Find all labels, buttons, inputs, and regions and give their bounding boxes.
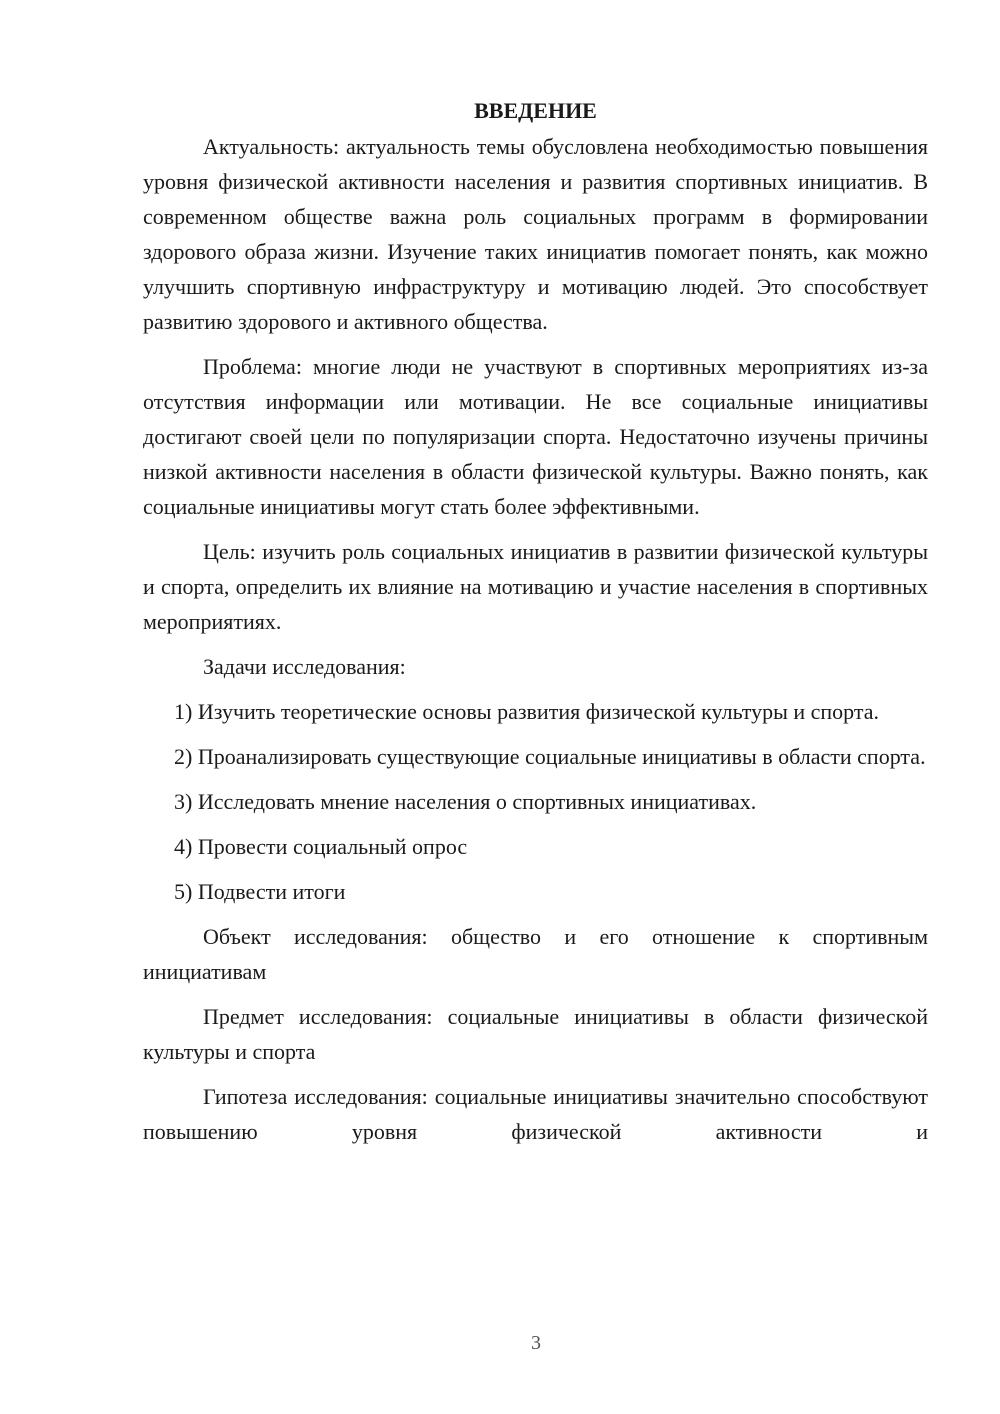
goal-paragraph: Цель: изучить роль социальных инициатив в развитии физической культуры и спорта, определить их влияние на мотивацию и участие населения в спортивных мероприятиях.: [143, 539, 928, 634]
task-item: 1) Изучить теоретические основы развития физической культуры и спорта.: [174, 699, 880, 724]
page-number: 3: [531, 1332, 541, 1354]
task-item: 2) Проанализировать существующие социальные инициативы в области спорта.: [174, 744, 926, 769]
task-item: 3) Исследовать мнение населения о спортивных инициативах.: [174, 789, 757, 814]
object-paragraph: Объект исследования: общество и его отношение к спортивным инициативам: [143, 924, 928, 984]
relevance-paragraph: Актуальность: актуальность темы обусловлена необходимостью повышения уровня физической активности населения и развития спортивных инициатив. В современном обществе важна роль социальных программ в формировании здорового образа жизни. Изучение таких инициатив помогает понять, как можно улучшить спортивную инфраструктуру и мотивацию людей. Это способствует развитию здорового и активного общества.: [143, 134, 928, 334]
document-page: [143, 93, 928, 1149]
hypothesis-paragraph: Гипотеза исследования: социальные инициативы значительно способствуют повышению уровня физической активности и: [143, 1084, 928, 1144]
task-item: 5) Подвести итоги: [174, 879, 346, 904]
task-item: 4) Провести социальный опрос: [174, 834, 468, 859]
tasks-heading: Задачи исследования:: [203, 654, 406, 679]
page-title: ВВЕДЕНИЕ: [474, 98, 597, 123]
subject-paragraph: Предмет исследования: социальные инициативы в области физической культуры и спорта: [143, 1004, 928, 1064]
problem-paragraph: Проблема: многие люди не участвуют в спортивных мероприятиях из-за отсутствия информации или мотивации. Не все социальные инициативы достигают своей цели по популяризации спорта. Недостаточно изучены причины низкой активности населения в области физической культуры. Важно понять, как социальные инициативы могут стать более эффективными.: [143, 354, 928, 519]
